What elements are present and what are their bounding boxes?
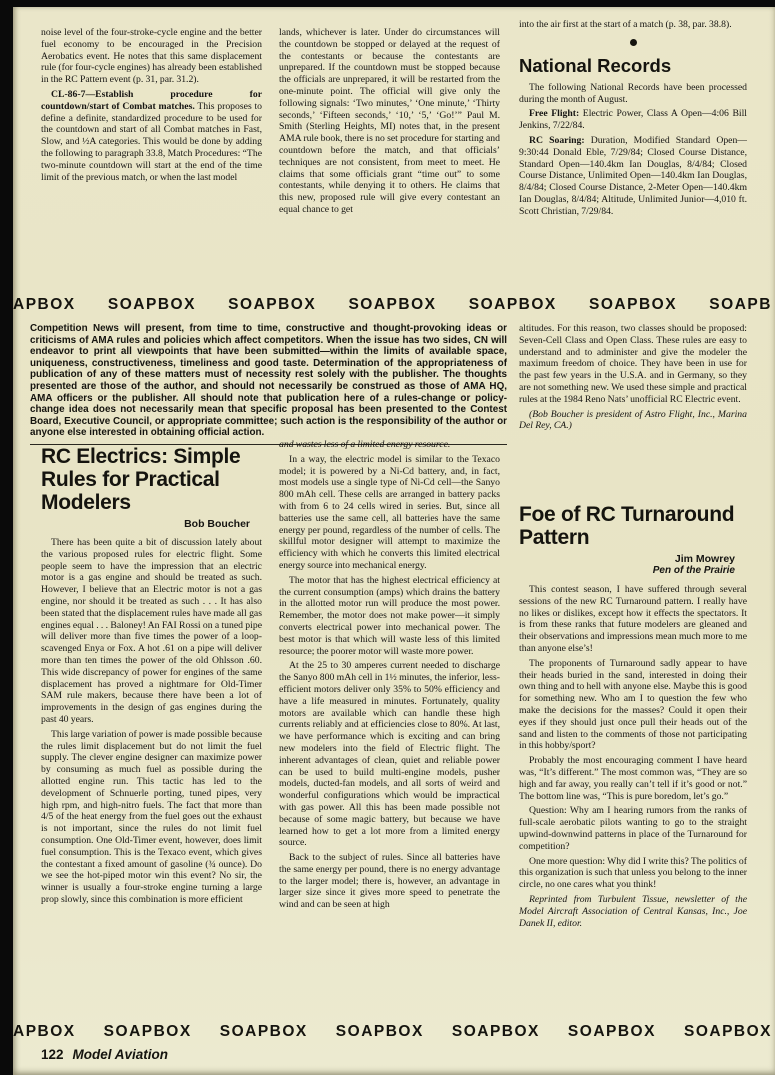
paragraph: This large variation of power is made possible because the rules limit displacement but do not limit the fuel supply. The clever engine designer can maximize power by consuming as much fuel as possible during the allotted engine run. This tactic has led to the development of Schnuerle porting, tuned pipes, very high rpm, and high-nitro fuels. The fact that more than 4/5 of the heat energy from the fuel goes out the exhaust is not important, since the rules do not limit fuel consumption. One Old-Timer event, however, does limit fuel consumption. This is the Texaco event, which gives the contestant a fixed amount of gasoline (¾ ounce). Do we see the hot-piped motor win this event? No sir, the winner is usually a four-stroke engine turning a large prop slowly, since this combination is more efficient: [41, 728, 262, 905]
banner-word: SOAPBOX: [468, 296, 557, 313]
banner-word: SOAPBOX: [219, 1023, 308, 1040]
paragraph: lands, whichever is later. Under do circumstances will the countdown be stopped or delayed at the request of the contestants or because the contestants are unprepared. If the countdown must be stopped because the officials are unprepared, it will be restarted from the one-minute point. The official will give only the following signals: ‘Two minutes,’ ‘One minute,’ ‘Thirty seconds,’ ‘Fifteen seconds,’ ‘10,’ ‘5,’ ‘Go!’” Paul M. Smith (Sterling Heights, MI) notes that, in the present AMA rule book, there is no set procedure for starting and countdown before the match, and that officials’ techniques are not consistent, from meet to meet. He claims that some officials grant “time out” to some contestants, while denying it to others. He claims that this new, proposed rule will give every contestant an equal chance to get: [279, 27, 500, 215]
paragraph: altitudes. For this reason, two classes should be proposed: Seven-Cell Class and Open Class. These rules are easy to understand and to administer and give the modeler the maximum freedom of choice. They have been in use for the past few years in the U.S.A. and in Germany, so they are not something new. We used these simple and practical rules at the 1984 Reno Nats’ unofficial RC Electric event.: [519, 323, 747, 405]
paragraph: Back to the subject of rules. Since all batteries have the same energy per pound, there is no energy advantage to the larger model; there is, however, an advantage in larger size since it gives more speed to penetrate the wind and can be seen at high: [279, 852, 500, 911]
proposal-id-lead: CL-86-7—Establish procedure for countdown/start of Combat matches.: [41, 88, 262, 112]
banner-word: SOAPBOX: [683, 1023, 772, 1040]
magazine-name: Model Aviation: [72, 1047, 169, 1062]
rc-electrics-article-col2: [279, 439, 500, 1017]
banner-word: SOAPBOX: [228, 296, 317, 313]
paragraph: The proponents of Turnaround sadly appear to have their heads buried in the sand, interested in doing their own thing and to hell with anyone else. Maybe this is good for something new. Who am I to question the few who make the decisions for the masses? Could it open their eyes if they should just once pull their heads out of the sand and listen to the comments of those not participating in this hobby/sport?: [519, 657, 747, 752]
byline-author: Jim Mowrey: [674, 553, 735, 565]
paragraph: Question: Why am I hearing rumors from the ranks of full-scale aerobatic pilots wanting to go to the straight upwind-downwind patterns in place of the Turnaround for competition?: [519, 805, 747, 852]
section-divider-bullet-icon: [630, 39, 637, 46]
column-2-top: [279, 27, 500, 293]
banner-word: SOAPBOX: [348, 296, 437, 313]
paragraph: Probably the most encouraging comment I have heard was, “It’s different.” The most common was, “They are so high and far away, you really can’t tell if it’s good or not.” The bottom line was, “This is pure boredom, let’s go.”: [519, 755, 747, 802]
page-number: 122: [41, 1047, 64, 1062]
banner-word: SOAPBOX: [107, 296, 196, 313]
record-entry: [519, 108, 747, 132]
soapbox-banner-top: [13, 293, 775, 317]
column-3-middle: [519, 323, 747, 489]
byline-subtitle: Pen of the Prairie: [652, 565, 735, 576]
paragraph: The motor that has the highest electrical efficiency at the current consumption (amps) which drains the battery in the allotted motor run will produce the most power. Remember, the motor does not make power—it simply converts electrical power into mechanical power. The best motor is that which will waste less of this limited resource; the poorer motor will waste more power.: [279, 574, 500, 657]
banner-word: SOAPBOX: [451, 1023, 540, 1040]
paragraph: noise level of the four-stroke-cycle engine and the better fuel economy to be encouraged in the Precision Aerobatics event. He notes that this same displacement rule (for four-cycle engines) has already been established in the RC Pattern event (p. 31, par. 31.2).: [41, 27, 262, 86]
banner-word: SOAPB: [709, 296, 772, 313]
paragraph-continuation: and wastes less of a limited energy resource.: [279, 439, 451, 450]
paragraph: In a way, the electric model is similar to the Texaco model; it is powered by a Ni-Cd battery, and, in fact, most models use a single type of Ni-Cd cell—the Sanyo 800 mAh cell. These cells are arranged in battery packs with from 6 to 24 cells wired in series. But, since all batteries use the same cell, all batteries have the same energy per pound, regardless of the number of cells. The skillful motor designer will attempt to maximize the efficiency with which he converts this limited electrical energy source into mechanical energy.: [279, 453, 500, 571]
national-records-title: National Records: [519, 54, 672, 76]
paragraph: [41, 89, 262, 183]
paragraph-text: This proposes to define a definite, standardized procedure to be used for the countdown and start of all Combat matches in Fast, Slow, and ½A categories. This would be done by adding the following to paragraph 33.8, Match Procedures: “The two-minute countdown will start at the end of the time limit of the previous match, or when the last model: [41, 100, 262, 183]
banner-word: SOAPBOX: [567, 1023, 656, 1040]
foe-article-col3: [519, 503, 747, 1017]
banner-word: APBOX: [13, 1023, 76, 1040]
paragraph: One more question: Why did I write this? The politics of this organization is such that unless you belong to the inner circle, no one cares what you think!: [519, 855, 747, 891]
editorial-disclaimer-note: Competition News will present, from time to time, constructive and thought-provoking ideas or criticisms of AMA rules and policies which affect competitors. When the issue has two sides, CN will endeavor to print all viewpoints that have been submitted—within the limits of available space, uniqueness, constructiveness, timeliness and good taste. Determination of the appropriateness of publication of any of these matters must of necessity rest solely with the publisher. The thoughts presented are those of the author, and should not necessarily be construed as those of AMA HQ, AMA officers or the publisher. All should note that publication here of a rules-change or policy-change idea does not necessarily mean that specific proposal has been presented to the Contest Board, Executive Council, or appropriate committee; such action is the responsibility of the author or anyone else interested in obtaining official action.: [30, 323, 507, 445]
banner-word: APBOX: [13, 296, 76, 313]
banner-word: SOAPBOX: [335, 1023, 424, 1040]
paragraph: into the air first at the start of a match (p. 38, par. 38.8).: [519, 19, 732, 30]
rc-electrics-title: RC Electrics: Simple Rules for Practical Modelers: [41, 445, 241, 514]
page-footer: [41, 1047, 341, 1067]
foe-article-byline: [519, 553, 747, 577]
record-entry: [519, 135, 747, 218]
record-text: Electric Power, Class A Open—4:06 Bill Jenkins, 7/22/84.: [519, 108, 747, 132]
banner-word: SOAPBOX: [589, 296, 678, 313]
rc-electrics-article-col1: [41, 445, 262, 1017]
author-credit: (Bob Boucher is president of Astro Flight, Inc., Marina Del Rey, CA.): [519, 408, 747, 432]
paragraph: There has been quite a bit of discussion lately about the various proposed rules for electric flight. Some people seem to have the impression that an electric motor is a gas engine and should be treated as such. However, I believe that an Electric motor is not a gas engine, nor should it be treated as such . . . It has also been stated that the displacement rules have made all gas engines equal . . . Baloney! An FAI Rossi on a tuned pipe will deliver more than five times the power of a loop-scavenged Enya or Fox. A hot .61 on a pipe will deliver more than ten times the power of the old Ohlsson .60. This wide discrepancy of power for engines of the same displacement has proved a nightmare for Old-Timer SAM rule makers, because there have been a lot of improvements in the design of gas engines during the past 40 years.: [41, 537, 262, 725]
column-1-top: [41, 27, 262, 273]
record-text: Duration, Modified Standard Open—9:30:44 Donald Eble, 7/29/84; Closed Course Distance, Standard Open—140.4km Ian Douglas, 8/4/84; Closed Course Distance, Unlimited Open—140.4km Ian Douglas, 8/4/84; Closed Course Distance, 2-Meter Open—140.4km Ian Douglas, 8/4/84; Altitude, Unlimited Junior—4,010 ft. Scott Christian, 7/29/84.: [519, 134, 747, 217]
column-3-top: [519, 19, 747, 293]
paragraph: At the 25 to 30 amperes current needed to discharge the Sanyo 800 mAh cell in 1½ minutes, the inferior, less-efficient motors deliver only 35% to 50% efficiency and have a life measured in minutes. Fortunately, quality motors are available which can handle these high currents reliably and at efficiencies close to 80%. At last, we have performance which is exciting and can bring new modelers into the field of Electric flight. The inherent advantages of clean, quiet and reliable power can be used to build multi-engine models, pusher models, ducted-fan models, and all sorts of weird and wonderful configurations which would be impractical with gas power. All this has been made possible not because of some magic battery, but because we have learned how to get a lot more from a limited energy source.: [279, 660, 500, 849]
rc-electrics-byline: Bob Boucher: [184, 518, 250, 530]
banner-word: SOAPBOX: [103, 1023, 192, 1040]
magazine-page: [13, 7, 775, 1075]
record-category: RC Soaring:: [529, 134, 585, 146]
reprint-credit: Reprinted from Turbulent Tissue, newsletter of the Model Aircraft Association of Central Kansas, Inc., Joe Danek II, editor.: [519, 893, 747, 929]
paragraph: This contest season, I have suffered through several sessions of the new RC Turnaround pattern. I really have no likes or dislikes, except how it effects the spectators. It is from these ranks that future modelers are gleaned and their observations and impressions mean much more to me than anyone else’s!: [519, 584, 747, 654]
foe-article-title: Foe of RC Turnaround Pattern: [519, 503, 735, 549]
record-category: Free Flight:: [529, 108, 580, 120]
soapbox-banner-bottom: [13, 1020, 775, 1044]
paragraph: The following National Records have been processed during the month of August.: [519, 81, 747, 105]
